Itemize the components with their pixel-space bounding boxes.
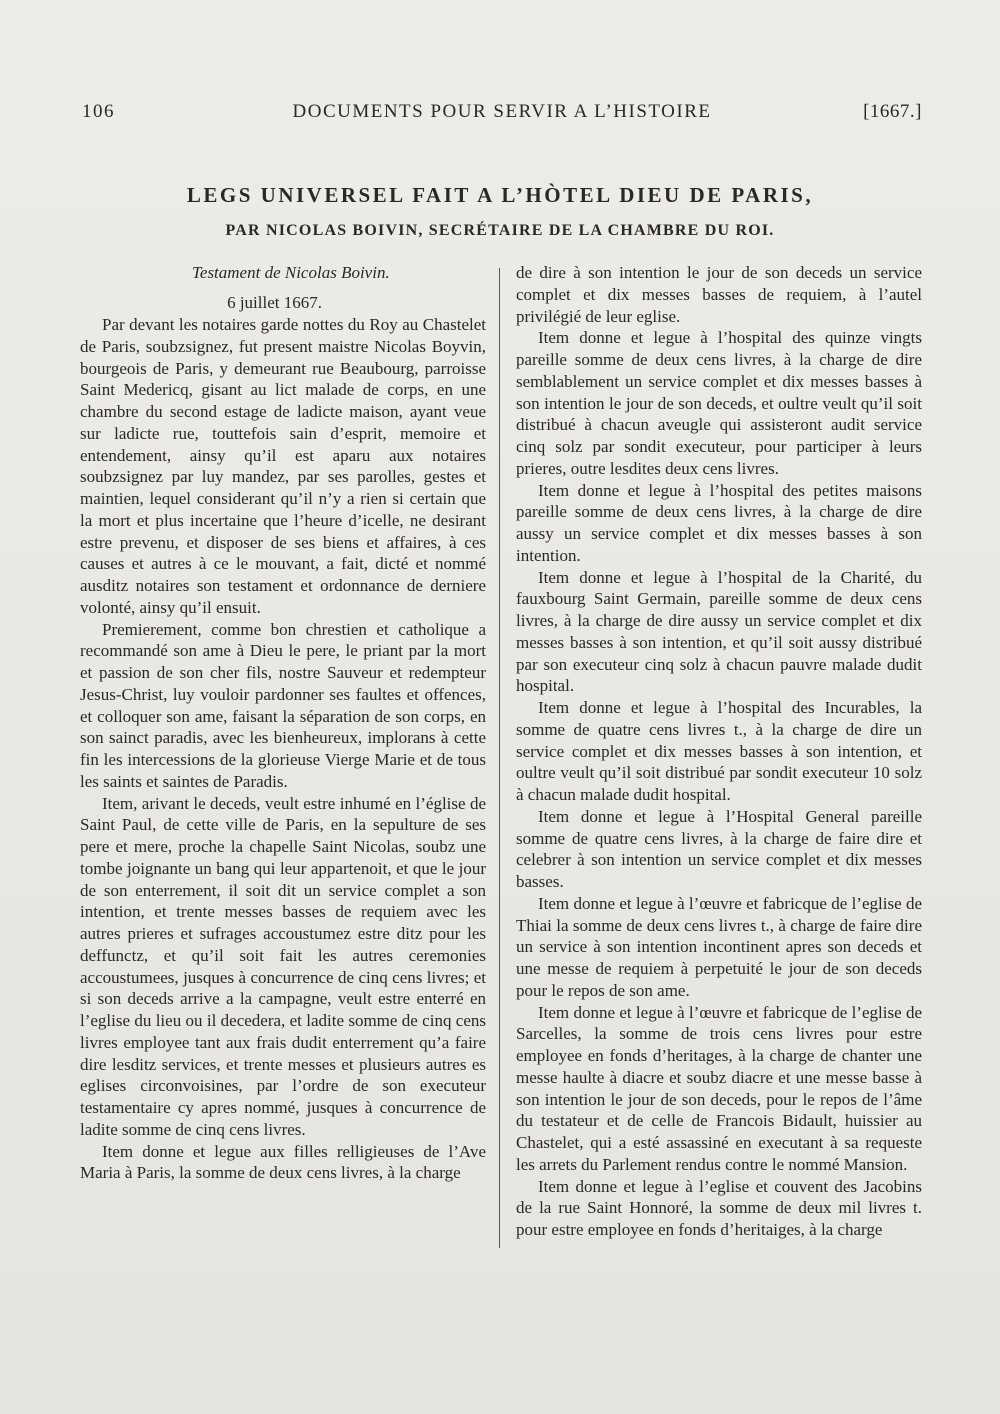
paragraph: Item donne et legue à l’hospital de la Charité, du fauxbourg Saint Germain, pareille somme de deux cens livres, à la charge de dire aussy un service complet et dix messes basses à son intention, et qu’il soit aussy distribué par son executeur cinq solz à chacun pauvre malade dudit hospital. xyxy=(516,567,922,696)
year-marker: [1667.] xyxy=(863,101,922,122)
paragraph: Item, arivant le deceds, veult estre inhumé en l’église de Saint Paul, de cette ville de Paris, en la sepulture de ses pere et mere, proche la chapelle Saint Nicolas, soubz une tombe joignante un bang qui leur appartenoit, et que le jour de son enterrement, il soit dit un service complet a son intention, et trente messes basses de requiem avec les autres prieres et sufrages accoustumez estre ditz pour les deffunctz, et qu’il soit fait les autres ceremonies accoustumees, jusques à concurrence de cinq cens livres; et si son deceds arrive a la campagne, veult estre enterré en l’eglise du lieu ou il decedera, et ladite somme de cinq cens livres employee tant aux frais dudit enterrement qu’a faire dire lesditz services, et trente messes et plusieurs autres es eglises circonvoisines, par l’ordre de son executeur testamentaire cy apres nommé, jusques à concurrence de ladite somme de cinq cens livres. xyxy=(80,793,486,1139)
paragraph: Item donne et legue à l’eglise et couvent des Jacobins de la rue Saint Honnoré, la somme de deux mil livres t. pour estre employee en fonds d’heritaiges, à la charge xyxy=(516,1176,922,1239)
dateline: 6 juillet 1667. xyxy=(227,293,322,312)
page-number: 106 xyxy=(82,101,115,122)
paragraph-continuation: de dire à son intention le jour de son deceds un service complet et dix messes basses de requiem, à l’autel privilégié de leur eglise. xyxy=(516,263,922,326)
paragraph: Item donne et legue à l’œuvre et fabricque de l’eglise de Thiai la somme de deux cens livres t., à charge de faire dire un service à son intention incontinent apres son deceds et une messe de requiem à perpetuité le jour de son deceds pour le repos de son ame. xyxy=(516,893,922,1000)
paragraph: Item donne et legue à l’hospital des quinze vingts pareille somme de deux cens livres, à la charge de dire semblablement un service complet et dix messes basses à son intention le jour de son deceds, et oultre veult qu’il soit distribué à chacun aveugle qui assisteront audit service cinq solz par sondit executeur, pour participer à leurs prieres, outre lesdites deux cens livres. xyxy=(516,328,922,478)
document-title: LEGS UNIVERSEL FAIT A L’HÒTEL DIEU DE PARIS, xyxy=(186,183,814,207)
paragraph: Item donne et legue à l’hospital des Incurables, la somme de quatre cens livres t., à la charge de dire un service complet et dix messes basses à son intention, et oultre veult qu’il soit distribué par sondit executeur 10 solz à chacun malade dudit hospital. xyxy=(516,698,922,804)
right-column xyxy=(516,262,922,1241)
running-title: DOCUMENTS POUR SERVIR A L’HISTOIRE xyxy=(292,101,712,122)
paragraph: Par devant les notaires garde nottes du Roy au Chastelet de Paris, soubzsignez, fut present maistre Nicolas Boyvin, bourgeois de Paris, y demeurant rue Beaubourg, parroisse Saint Medericq, gisant au lict malade de corps, en une chambre du second estage de ladicte maison, ayant veue sur ladicte rue, touttefois sain d’esprit, memoire et entendement, ainsy qu’il est aparu aux notaires soubzsignez par luy mandez, par ses parolles, gestes et maintien, lequel considerant qu’il n’y a rien si certain que la mort et plus incertaine que l’heure d’icelle, ne desirant estre prevenu, et disposer de ses biens et affaires, à ces causes et autres à ce le mouvant, a fait, dicté et nommé ausditz notaires son testament et ordonnance de derniere volonté, ainsy qu’il ensuit. xyxy=(80,315,486,617)
paragraph: Item donne et legue à l’œuvre et fabricque de l’eglise de Sarcelles, la somme de trois cens livres pour estre employee en fonds d’heritages, à la charge de chanter une messe haulte à diacre et soubz diacre et une messe basse à son intention le jour de son deceds, pour le repos de l’âme du testateur et de celle de Francois Bidault, huissier au Chastelet, qui a esté assassiné en executant à sa requeste les arrets du Parlement rendus contre le nommé Mansion. xyxy=(516,1002,922,1174)
left-column xyxy=(80,262,486,1184)
paragraph: Premierement, comme bon chrestien et catholique a recommandé son ame à Dieu le pere, le priant par la mort et passion de son cher fils, nostre Sauveur et redempteur Jesus-Christ, luy vouloir pardonner ses faultes et offences, et colloquer son ame, faisant la séparation de son corps, en son sainct paradis, avec les bienheureux, implorans à cette fin les intercessions de la glorieuse Vierge Marie et de tous les saints et saintes de Paradis. xyxy=(80,619,486,791)
paragraph: Item donne et legue à l’hospital des petites maisons pareille somme de deux cens livres, à la charge de dire aussy un service complet et dix messes basses à son intention. xyxy=(516,480,922,565)
paragraph: Item donne et legue à l’Hospital General pareille somme de quatre cens livres, à la charge de faire dire et celebrer à son intention un service complet et dix messes basses. xyxy=(516,806,922,891)
testament-heading: Testament de Nicolas Boivin. xyxy=(192,263,390,282)
document-subtitle: PAR NICOLAS BOIVIN, SECRÉTAIRE DE LA CHAMBRE DU ROI. xyxy=(225,222,775,239)
paragraph: Item donne et legue aux filles relligieuses de l’Ave Maria à Paris, la somme de deux cens livres, à la charge xyxy=(80,1141,486,1183)
running-header xyxy=(82,101,922,131)
column-divider xyxy=(499,268,500,1248)
